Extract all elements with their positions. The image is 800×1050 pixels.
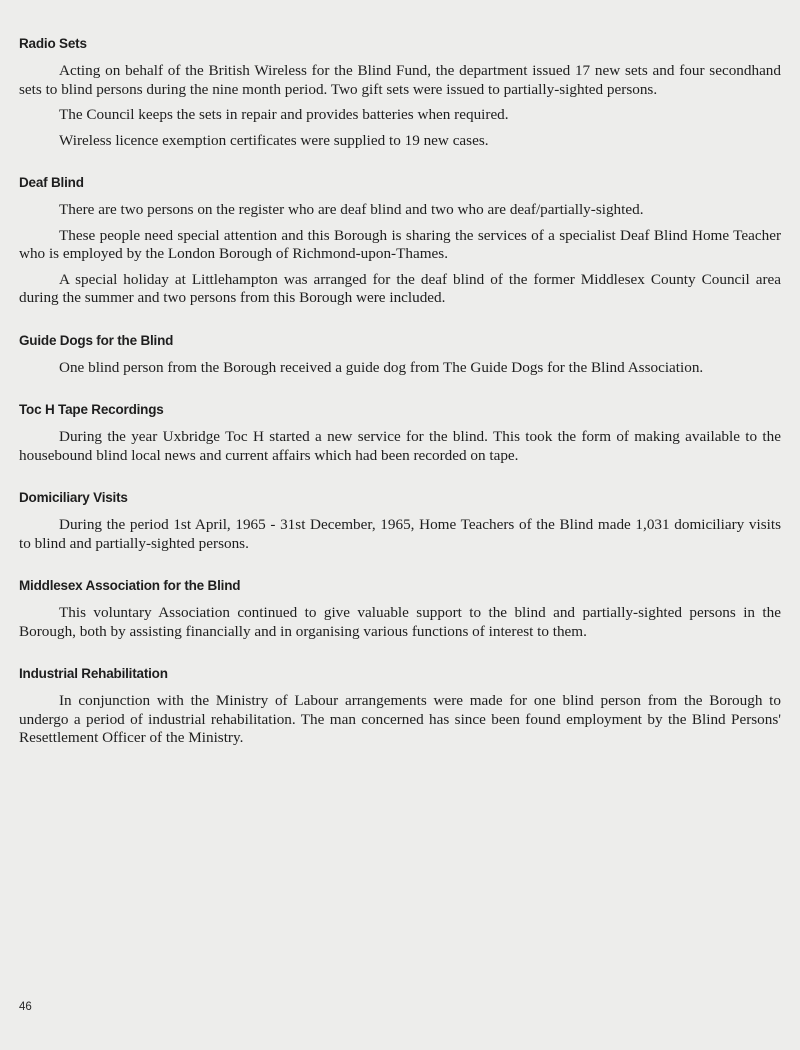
paragraph: This voluntary Association continued to give valuable support to the blind and partially-sighted persons in the Borough, both by assisting financially and in organising various functions of interest to them. <box>19 604 781 640</box>
section-middlesex-association <box>19 578 781 641</box>
paragraph: A special holiday at Littlehampton was arranged for the deaf blind of the former Middlesex County Council area during the summer and two persons from this Borough were included. <box>19 270 781 306</box>
section-heading: Deaf Blind <box>19 175 84 190</box>
section-industrial-rehabilitation <box>19 666 781 748</box>
paragraph: Acting on behalf of the British Wireless for the Blind Fund, the department issued 17 new sets and four secondhand sets to blind persons during the nine month period. Two gift sets were issued to partially-sighted persons. <box>19 62 781 98</box>
paragraph: The Council keeps the sets in repair and provides batteries when required. <box>59 106 509 123</box>
page-number: 46 <box>19 1001 32 1013</box>
section-heading: Industrial Rehabilitation <box>19 666 168 681</box>
section-domiciliary-visits <box>19 490 781 553</box>
section-guide-dogs <box>19 333 781 378</box>
paragraph: There are two persons on the register who are deaf blind and two who are deaf/partially-sighted. <box>59 201 644 218</box>
paragraph: During the year Uxbridge Toc H started a new service for the blind. This took the form of making available to the housebound blind local news and current affairs which had been recorded on tape. <box>19 428 781 464</box>
section-heading: Domiciliary Visits <box>19 490 128 505</box>
section-radio-sets <box>19 36 781 150</box>
paragraph: Wireless licence exemption certificates were supplied to 19 new cases. <box>59 131 489 149</box>
paragraph: One blind person from the Borough received a guide dog from The Guide Dogs for the Blind Association. <box>59 358 704 376</box>
section-toc-h-tape-recordings <box>19 402 781 465</box>
document-page <box>19 36 781 773</box>
section-heading: Toc H Tape Recordings <box>19 402 164 417</box>
section-heading: Middlesex Association for the Blind <box>19 578 241 593</box>
paragraph: These people need special attention and this Borough is sharing the services of a specialist Deaf Blind Home Teacher who is employed by the London Borough of Richmond-upon-Thames. <box>19 226 781 262</box>
section-heading: Radio Sets <box>19 36 87 51</box>
paragraph: In conjunction with the Ministry of Labour arrangements were made for one blind person from the Borough to undergo a period of industrial rehabilitation. The man concerned has since been found employment by the Blind Persons' Resettlement Officer of the Ministry. <box>19 692 781 746</box>
section-heading: Guide Dogs for the Blind <box>19 332 174 348</box>
section-deaf-blind <box>19 175 781 308</box>
paragraph: During the period 1st April, 1965 - 31st December, 1965, Home Teachers of the Blind made 1,031 domiciliary visits to blind and partially-sighted persons. <box>19 516 781 552</box>
